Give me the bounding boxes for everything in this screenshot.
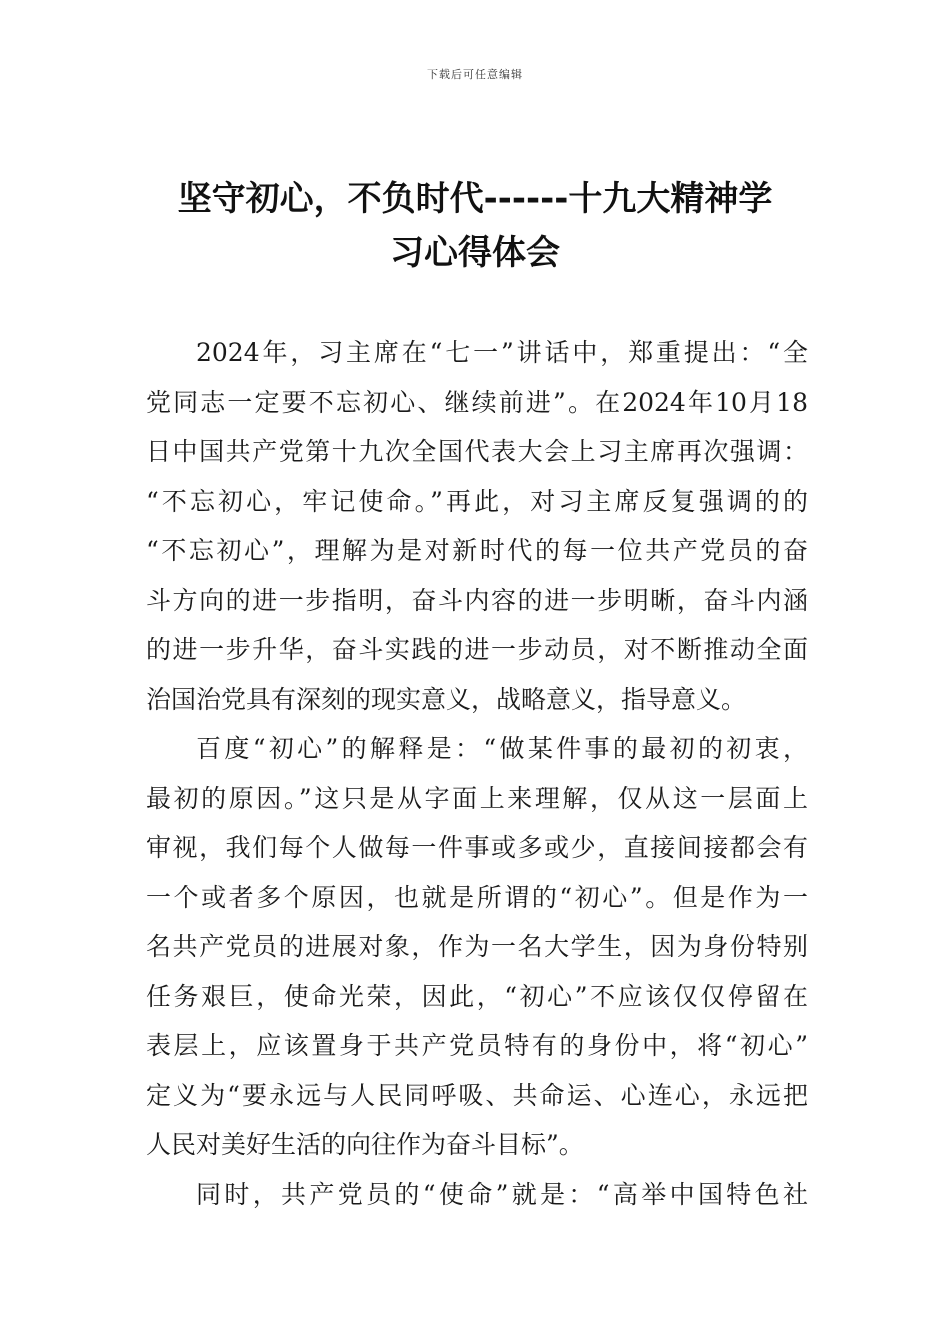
paragraph-line: 2024年，习主席在“七一”讲话中，郑重提出：“全 — [196, 338, 808, 367]
paragraph-line: 名共产党员的进展对象，作为一名大学生，因为身份特别 — [146, 932, 808, 961]
paragraph-line: 一个或者多个原因，也就是所谓的“初心”。但是作为一 — [146, 882, 808, 912]
paragraph-line: 党同志一定要不忘初心、继续前进”。在2024年10月18 — [146, 387, 808, 417]
paragraph-line: 任务艰巨，使命光荣，因此，“初心”不应该仅仅停留在 — [146, 981, 808, 1011]
paragraph-1 — [146, 328, 808, 724]
paragraph-line: “不忘初心，牢记使命。”再此，对习主席反复强调的的 — [146, 486, 808, 516]
paragraph-line: 日中国共产党第十九次全国代表大会上习主席再次强调： — [146, 437, 808, 466]
title-line-2: 习心得体会 — [390, 233, 560, 273]
paragraph-line: 表层上，应该置身于共产党员特有的身份中，将“初心” — [146, 1031, 808, 1060]
paragraph-line: 百度“初心”的解释是：“做某件事的最初的初衷， — [196, 734, 808, 763]
paragraph-line: 的进一步升华，奋斗实践的进一步动员，对不断推动全面 — [146, 635, 808, 664]
paragraph-line: 同时，共产党员的“使命”就是：“高举中国特色社 — [196, 1179, 808, 1209]
paragraph-2 — [146, 724, 808, 1170]
paragraph-line: 人民对美好生活的向往作为奋斗目标”。 — [146, 1130, 584, 1159]
paragraph-line: 最初的原因。”这只是从字面上来理解，仅从这一层面上 — [146, 783, 808, 813]
paragraph-3 — [146, 1170, 808, 1220]
paragraph-line: 治国治党具有深刻的现实意义，战略意义，指导意义。 — [146, 684, 747, 714]
paragraph-line: 定义为“要永远与人民同呼吸、共命运、心连心，永远把 — [146, 1080, 808, 1110]
header-note: 下载后可任意编辑 — [427, 68, 523, 81]
paragraph-line: “不忘初心”，理解为是对新时代的每一位共产党员的奋 — [146, 536, 808, 565]
paragraph-line: 斗方向的进一步指明，奋斗内容的进一步明晰，奋斗内涵 — [146, 585, 808, 615]
document-title — [130, 172, 820, 280]
title-line-1: 坚守初心，不负时代------十九大精神学 — [177, 179, 773, 219]
paragraph-line: 审视，我们每个人做每一件事或多或少，直接间接都会有 — [146, 833, 808, 862]
document-body — [146, 328, 808, 1219]
